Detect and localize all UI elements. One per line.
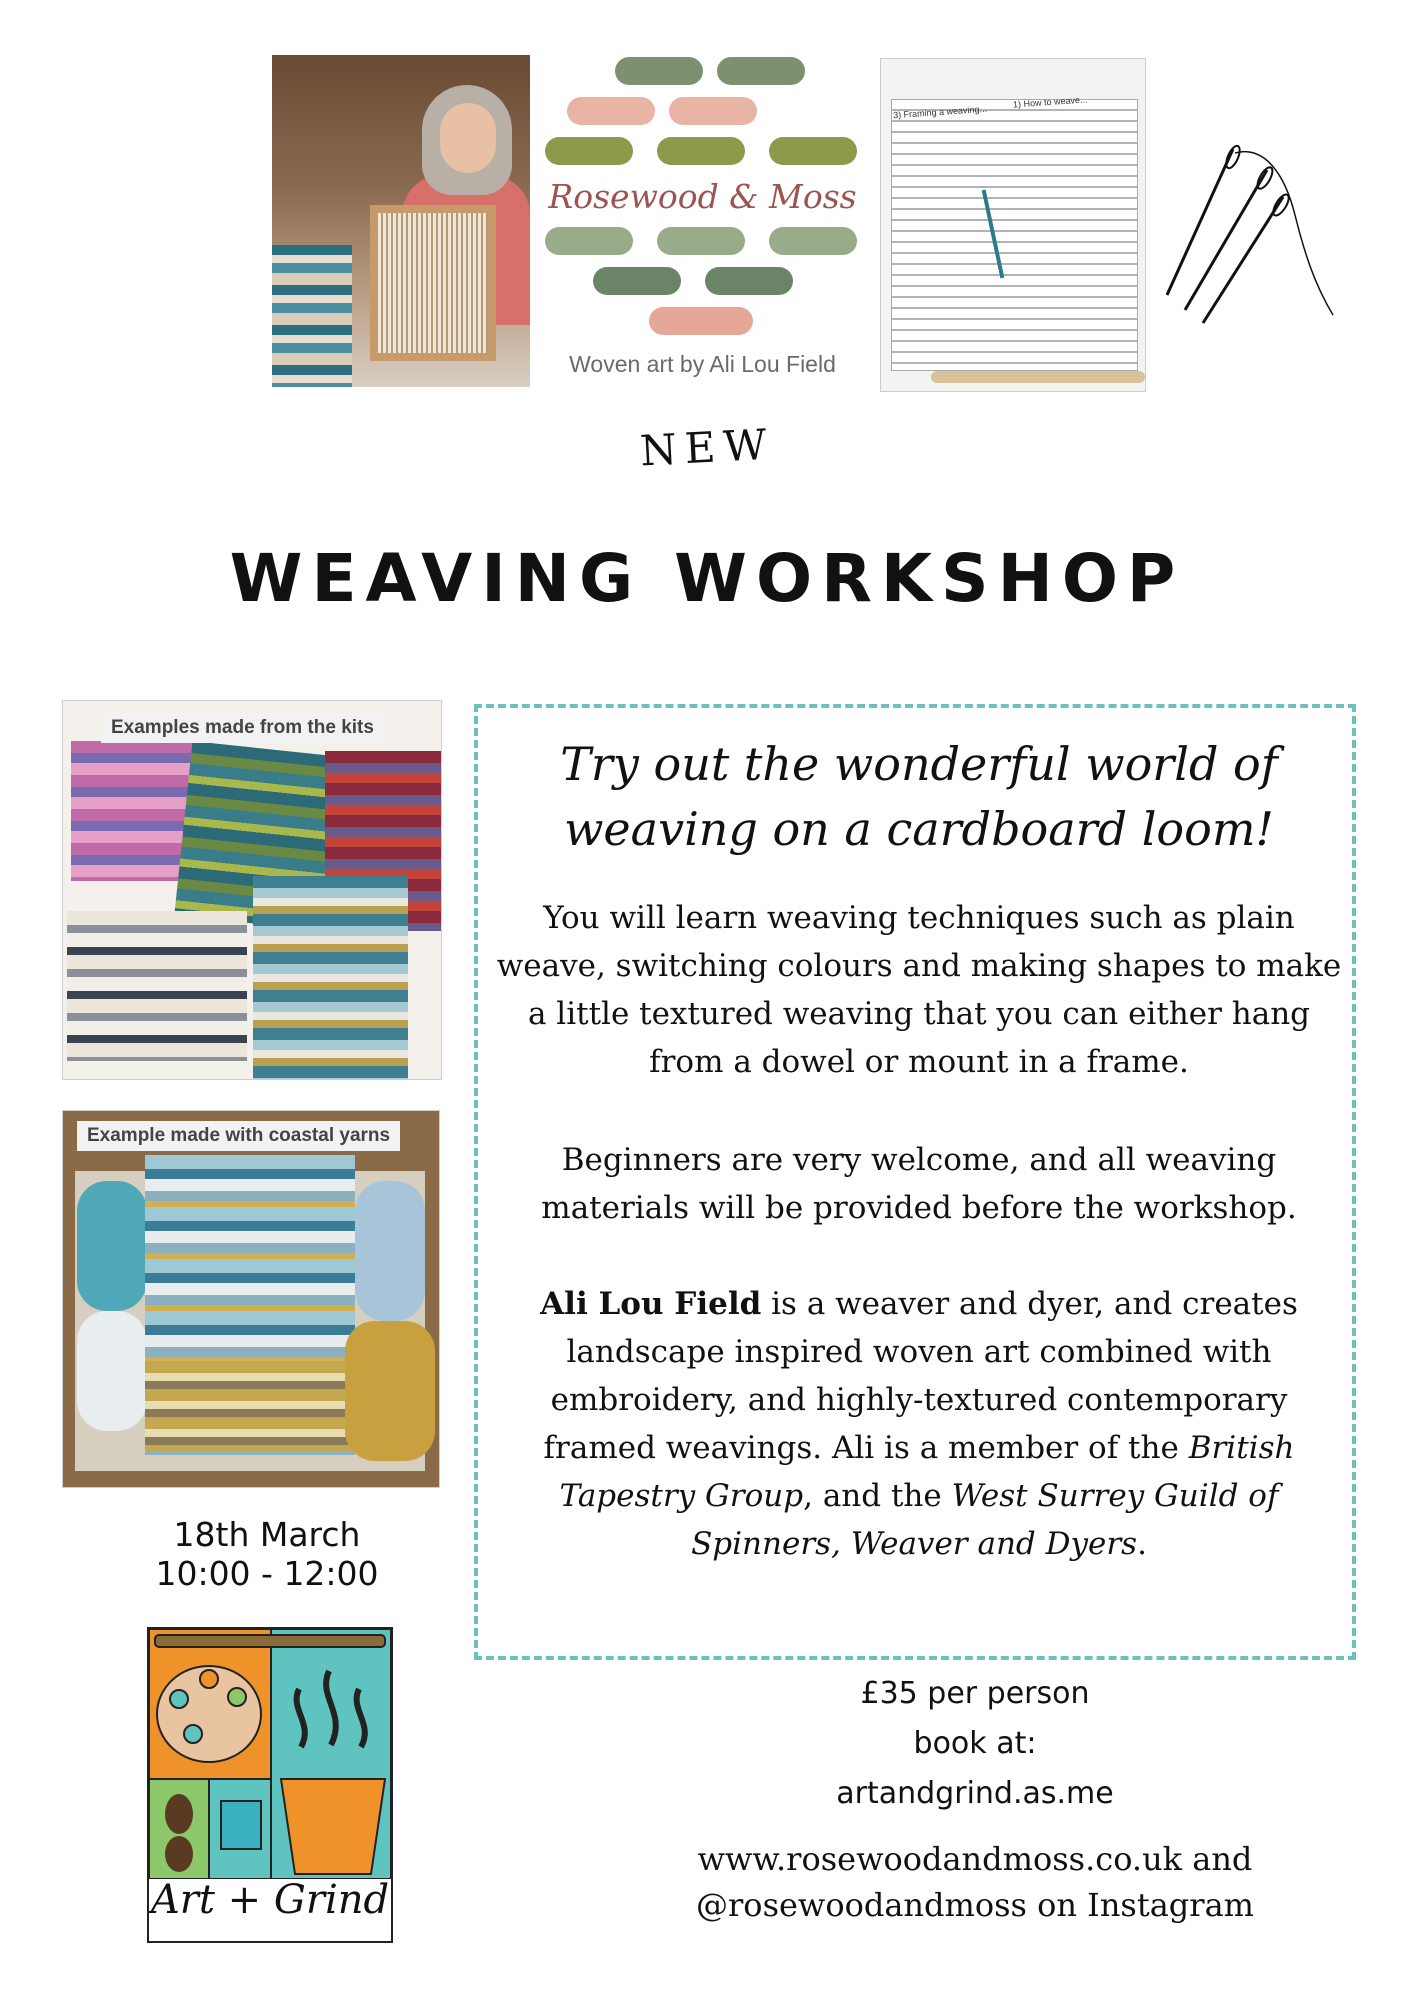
- booking-url[interactable]: artandgrind.as.me: [836, 1776, 1114, 1811]
- art-grind-emblem: [149, 1629, 391, 1879]
- event-date: 18th March: [173, 1515, 361, 1554]
- frame-loom: [370, 205, 496, 361]
- guide-caption-how-to: 1) How to weave...: [1012, 94, 1088, 110]
- instagram-handle[interactable]: @rosewoodandmoss on Instagram: [696, 1886, 1254, 1924]
- logo-pill: [649, 307, 753, 335]
- coastal-example-photo: [62, 1110, 440, 1488]
- logo-pill: [545, 137, 633, 165]
- logo-pill: [657, 227, 745, 255]
- rosewood-moss-logo: [545, 55, 860, 390]
- kits-examples-photo: [62, 700, 442, 1080]
- logo-pill: [769, 227, 857, 255]
- needles-thread-icon: [1155, 135, 1345, 335]
- org-british-tapestry-group: British Tapestry Group: [559, 1430, 1295, 1514]
- beginners-note: Beginners are very welcome, and all weaving materials will be provided before the workshop.: [541, 1142, 1297, 1226]
- new-label: NEW: [638, 419, 776, 476]
- yarn-skein: [355, 1181, 425, 1321]
- yarn-skein: [77, 1181, 147, 1311]
- tutor-name: Ali Lou Field: [540, 1286, 762, 1322]
- yarn-skein: [345, 1321, 435, 1461]
- event-datetime: [62, 1515, 472, 1593]
- logo-pill: [769, 137, 857, 165]
- logo-subtitle: Woven art by Ali Lou Field: [569, 351, 836, 377]
- cardboard-loom: [891, 99, 1138, 371]
- tutor-bio-text: .: [1137, 1526, 1147, 1562]
- person-face: [440, 103, 496, 173]
- event-time: 10:00 - 12:00: [155, 1554, 379, 1593]
- website-link[interactable]: www.rosewoodandmoss.co.uk and: [697, 1840, 1253, 1878]
- logo-pill: [615, 57, 703, 85]
- logo-pill: [717, 57, 805, 85]
- kits-examples-label: Examples made from the kits: [101, 713, 384, 743]
- weaving-swatch: [253, 876, 408, 1079]
- dowel: [931, 371, 1145, 383]
- logo-pill: [705, 267, 793, 295]
- coastal-example-label: Example made with coastal yarns: [77, 1121, 400, 1151]
- tutor-bio-text: is a weaver and dyer, and creates landscape inspired woven art combined with embroidery, and highly-textured contemporary framed weavings. Ali is a member of the: [543, 1286, 1298, 1466]
- tutor-bio-text: , and the: [803, 1478, 952, 1514]
- weaving-swatch: [71, 741, 196, 881]
- org-west-surrey-guild: West Surrey Guild of Spinners, Weaver and Dyers: [691, 1478, 1279, 1562]
- weaving-swatch: [67, 911, 247, 1061]
- art-grind-logo: [147, 1627, 393, 1943]
- workshop-tagline: Try out the wonderful world of weaving on a cardboard loom!: [560, 737, 1278, 856]
- ali-lou-field-photo: [272, 55, 530, 387]
- weaving-guide-photo: [880, 58, 1146, 392]
- workshop-title: WEAVING WORKSHOP: [229, 540, 1185, 617]
- logo-pill: [545, 227, 633, 255]
- weaving-swatch: [145, 1361, 355, 1451]
- guide-caption-framing: 3) Framing a weaving...: [892, 103, 988, 121]
- tutor-bio: [490, 1280, 1348, 1568]
- logo-pill: [669, 97, 757, 125]
- logo-name: Rosewood & Moss: [548, 177, 857, 216]
- art-grind-name: Art + Grind: [150, 1877, 390, 1923]
- workshop-info-box: [474, 704, 1356, 1660]
- weaving-sample: [272, 245, 352, 387]
- logo-pill: [567, 97, 655, 125]
- yarn-skein: [77, 1311, 147, 1431]
- logo-pill: [593, 267, 681, 295]
- book-at-label: book at:: [913, 1726, 1037, 1761]
- logo-pill: [657, 137, 745, 165]
- price: £35 per person: [860, 1676, 1090, 1711]
- workshop-description: You will learn weaving techniques such as plain weave, switching colours and making shapes to make a little textured weaving that you can either hang from a dowel or mount in a frame.: [496, 900, 1342, 1080]
